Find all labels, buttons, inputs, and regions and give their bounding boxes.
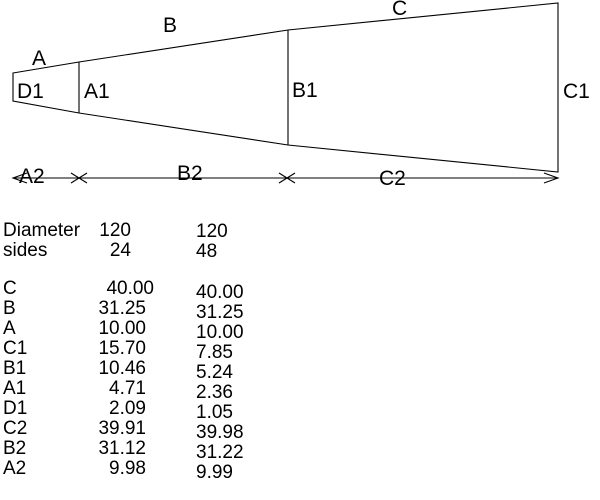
station-label-d1: D1: [17, 80, 44, 103]
row-label: B1: [3, 358, 27, 379]
table-row: [3, 298, 303, 323]
dimension-label-c2: C2: [379, 167, 406, 190]
row-value-col2: 31.25: [196, 302, 244, 323]
row-value-col1: 31.25: [98, 298, 146, 319]
param-label: Diameter: [3, 220, 81, 241]
param-value-col2: 120: [196, 221, 228, 242]
dimension-label-b2: B2: [177, 162, 203, 185]
table-row: [3, 318, 303, 343]
cone-profile-diagram: [0, 0, 600, 205]
table-row: [3, 358, 303, 383]
row-value-col1: 9.98: [109, 458, 146, 479]
row-value-col2: 40.00: [196, 282, 244, 303]
row-value-col1: 15.70: [98, 338, 146, 359]
row-value-col1: 40.00: [106, 278, 154, 299]
table-row: [3, 418, 303, 443]
table-row: [3, 278, 303, 303]
segment-label-c: C: [392, 0, 408, 20]
table-row: [3, 378, 303, 403]
row-value-col1: 39.91: [98, 418, 146, 439]
param-label: sides: [3, 240, 48, 261]
row-value-col2: 5.24: [196, 362, 233, 383]
row-value-col2: 9.99: [196, 462, 233, 483]
table-row: [3, 241, 303, 261]
param-value-col1: 120: [99, 220, 131, 241]
parameter-table: [3, 221, 303, 261]
measurement-table: [3, 278, 303, 483]
row-value-col2: 7.85: [196, 342, 233, 363]
table-row: [3, 458, 303, 483]
row-label: A: [3, 318, 16, 339]
station-label-a1: A1: [84, 80, 110, 103]
row-label: B2: [3, 438, 27, 459]
dimension-label-a2: A2: [19, 165, 45, 188]
row-value-col2: 39.98: [196, 422, 244, 443]
segment-label-b: B: [163, 14, 178, 37]
row-value-col1: 31.12: [98, 438, 146, 459]
row-label: D1: [3, 398, 28, 419]
row-label: C2: [3, 418, 28, 439]
row-value-col1: 2.09: [109, 398, 146, 419]
table-row: [3, 438, 303, 463]
table-row: [3, 338, 303, 363]
row-value-col1: 10.00: [98, 318, 146, 339]
param-value-col2: 48: [196, 241, 218, 262]
param-value-col1: 24: [109, 240, 131, 261]
row-value-col1: 4.71: [109, 378, 146, 399]
segment-label-a: A: [32, 47, 47, 70]
row-value-col2: 1.05: [196, 402, 233, 423]
row-value-col1: 10.46: [98, 358, 146, 379]
row-label: A2: [3, 458, 27, 479]
row-label: C: [3, 278, 17, 299]
row-label: A1: [3, 378, 27, 399]
table-row: [3, 398, 303, 423]
table-row: [3, 221, 303, 241]
row-value-col2: 10.00: [196, 322, 244, 343]
row-value-col2: 2.36: [196, 382, 233, 403]
row-value-col2: 31.22: [196, 442, 244, 463]
station-label-c1: C1: [563, 80, 590, 103]
row-label: C1: [3, 338, 28, 359]
row-label: B: [3, 298, 16, 319]
station-label-b1: B1: [292, 79, 318, 102]
